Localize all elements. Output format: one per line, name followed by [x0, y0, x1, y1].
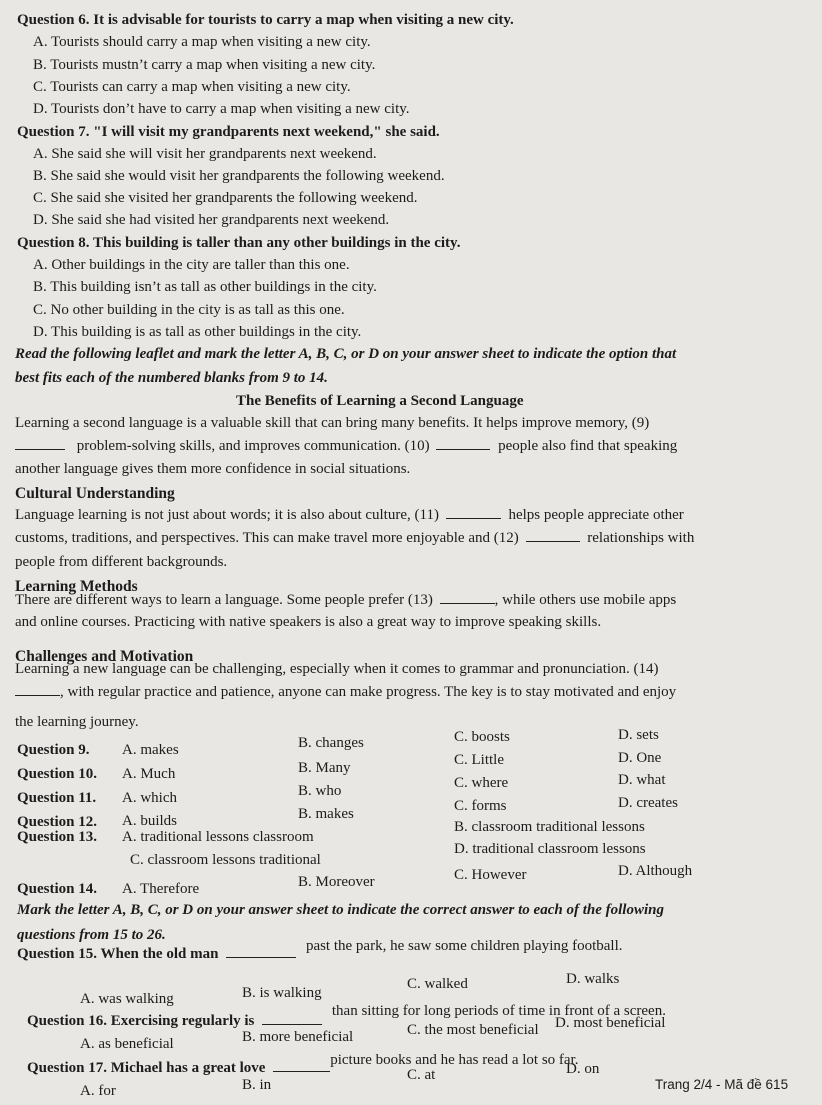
q10-option-a: A. Much	[122, 766, 176, 782]
q11-option-a: A. which	[122, 790, 177, 806]
q12-label: Question 12.	[17, 814, 98, 830]
q9-option-b: B. changes	[298, 735, 364, 751]
q13-label: Question 13.	[17, 829, 98, 845]
heading-challenges-motivation: Challenges and Motivation	[15, 648, 194, 665]
blank-15[interactable]	[226, 945, 296, 958]
blank-13[interactable]	[440, 591, 495, 604]
q8-option-c: C. No other building in the city is as tall as this one.	[33, 302, 345, 318]
blank-10[interactable]	[436, 437, 490, 450]
q11-option-b: B. who	[298, 783, 342, 799]
instruction-leaflet-line2: best fits each of the numbered blanks from 9 to 14.	[15, 370, 328, 386]
q16-stem: Question 16. Exercising regularly is than sitting for long periods of time in front of a screen.	[27, 1003, 666, 1029]
passage-p1-line2: problem-solving skills, and improves communication. (10) people also find that speaking	[15, 437, 677, 455]
passage-title: The Benefits of Learning a Second Language	[236, 393, 524, 409]
q17-option-d: D. on	[566, 1061, 600, 1077]
q15-option-a: A. was walking	[80, 991, 174, 1007]
q17-stem: Question 17. Michael has a great love picture books and he has read a lot so far.	[27, 1052, 579, 1076]
q14-option-d: D. Although	[618, 863, 693, 879]
heading-cultural-understanding: Cultural Understanding	[15, 485, 175, 502]
q9-option-d: D. sets	[618, 727, 659, 743]
q16-option-b: B. more beneficial	[242, 1029, 354, 1045]
q11-label: Question 11.	[17, 790, 97, 806]
q13-option-a: A. traditional lessons classroom	[122, 829, 314, 845]
instruction-mcq-line1: Mark the letter A, B, C, or D on your answer sheet to indicate the correct answer to each of the following	[17, 902, 664, 918]
q11-option-d: D. what	[618, 772, 666, 788]
q7-option-c: C. She said she visited her grandparents the following weekend.	[33, 190, 418, 206]
q6-option-d: D. Tourists don’t have to carry a map when visiting a new city.	[33, 101, 410, 117]
blank-11[interactable]	[446, 506, 501, 519]
q13-option-d: D. traditional classroom lessons	[454, 841, 646, 857]
q9-option-c: C. boosts	[454, 729, 510, 745]
q6-option-b: B. Tourists mustn’t carry a map when visiting a new city.	[33, 57, 376, 73]
q6-stem: Question 6. It is advisable for tourists to carry a map when visiting a new city.	[17, 12, 514, 28]
q13-option-b: B. classroom traditional lessons	[454, 819, 645, 835]
passage-p3-line2: and online courses. Practicing with native speakers is also a great way to improve speaking skills.	[15, 614, 602, 630]
q8-stem: Question 8. This building is taller than any other buildings in the city.	[17, 235, 461, 251]
q8-option-d: D. This building is as tall as other buildings in the city.	[33, 324, 362, 340]
q10-option-b: B. Many	[298, 760, 351, 776]
passage-p2-line3: people from different backgrounds.	[15, 554, 228, 570]
instruction-leaflet-line1: Read the following leaflet and mark the letter A, B, C, or D on your answer sheet to indicate the option that	[15, 346, 677, 362]
q7-option-b: B. She said she would visit her grandparents the following weekend.	[33, 168, 445, 184]
blank-12[interactable]	[526, 529, 580, 542]
q7-stem: Question 7. "I will visit my grandparents next weekend," she said.	[17, 124, 440, 140]
q16-option-c: C. the most beneficial	[407, 1022, 539, 1038]
q15-option-c: C. walked	[407, 976, 468, 992]
q7-option-a: A. She said she will visit her grandparents next weekend.	[33, 146, 377, 162]
q15-stem: Question 15. When the old man past the park, he saw some children playing football.	[17, 938, 623, 962]
q12-option-d: D. creates	[618, 795, 678, 811]
passage-p1-line3: another language gives them more confidence in social situations.	[15, 461, 411, 477]
passage-p4-line1: Learning a new language can be challenging, especially when it comes to grammar and pronunciation. (14)	[15, 661, 659, 677]
q14-label: Question 14.	[17, 881, 98, 897]
q16-option-a: A. as beneficial	[80, 1036, 174, 1052]
q14-option-b: B. Moreover	[298, 874, 375, 890]
q6-option-a: A. Tourists should carry a map when visiting a new city.	[33, 34, 371, 50]
blank-14[interactable]	[15, 683, 60, 696]
passage-p3-line1: There are different ways to learn a language. Some people prefer (13) , while others use mobile apps	[15, 592, 677, 608]
passage-p2-line1: Language learning is not just about words; it is also about culture, (11) helps people appreciate other	[15, 507, 684, 523]
q10-option-c: C. Little	[454, 752, 504, 768]
page-footer: Trang 2/4 - Mã đề 615	[655, 1077, 789, 1092]
blank-9[interactable]	[15, 437, 65, 450]
q14-option-c: C. However	[454, 867, 527, 883]
q15-option-d: D. walks	[566, 971, 620, 987]
q9-label: Question 9.	[17, 742, 90, 758]
q12-option-c: C. forms	[454, 798, 507, 814]
passage-p1-line1: Learning a second language is a valuable skill that can bring many benefits. It helps improve memory, (9)	[15, 415, 650, 431]
passage-p4-line3: the learning journey.	[15, 714, 139, 730]
passage-p4-line2: , with regular practice and patience, anyone can make progress. The key is to stay motivated and enjoy	[15, 683, 676, 701]
q11-option-c: C. where	[454, 775, 509, 791]
q13-option-c: C. classroom lessons traditional	[130, 852, 321, 868]
q6-option-c: C. Tourists can carry a map when visiting a new city.	[33, 79, 351, 95]
q9-option-a: A. makes	[122, 742, 179, 758]
passage-p2-line2: customs, traditions, and perspectives. This can make travel more enjoyable and (12) relationships with	[15, 530, 695, 546]
q7-option-d: D. She said she had visited her grandparents next weekend.	[33, 212, 390, 228]
q10-option-d: D. One	[618, 750, 662, 766]
q10-label: Question 10.	[17, 766, 98, 782]
q8-option-b: B. This building isn’t as tall as other buildings in the city.	[33, 279, 377, 295]
q12-option-a: A. builds	[122, 813, 178, 829]
blank-16[interactable]	[262, 1012, 322, 1025]
heading-learning-methods: Learning Methods	[15, 578, 138, 595]
q17-option-b: B. in	[242, 1077, 272, 1093]
q8-option-a: A. Other buildings in the city are taller than this one.	[33, 257, 350, 273]
q14-option-a: A. Therefore	[122, 881, 200, 897]
instruction-mcq-line2: questions from 15 to 26.	[17, 927, 166, 943]
q15-option-b: B. is walking	[242, 985, 322, 1001]
q17-option-c: C. at	[407, 1067, 436, 1083]
q12-option-b: B. makes	[298, 806, 354, 822]
q16-option-d: D. most beneficial	[555, 1015, 666, 1031]
blank-17[interactable]	[273, 1059, 330, 1072]
q17-option-a: A. for	[80, 1083, 116, 1099]
